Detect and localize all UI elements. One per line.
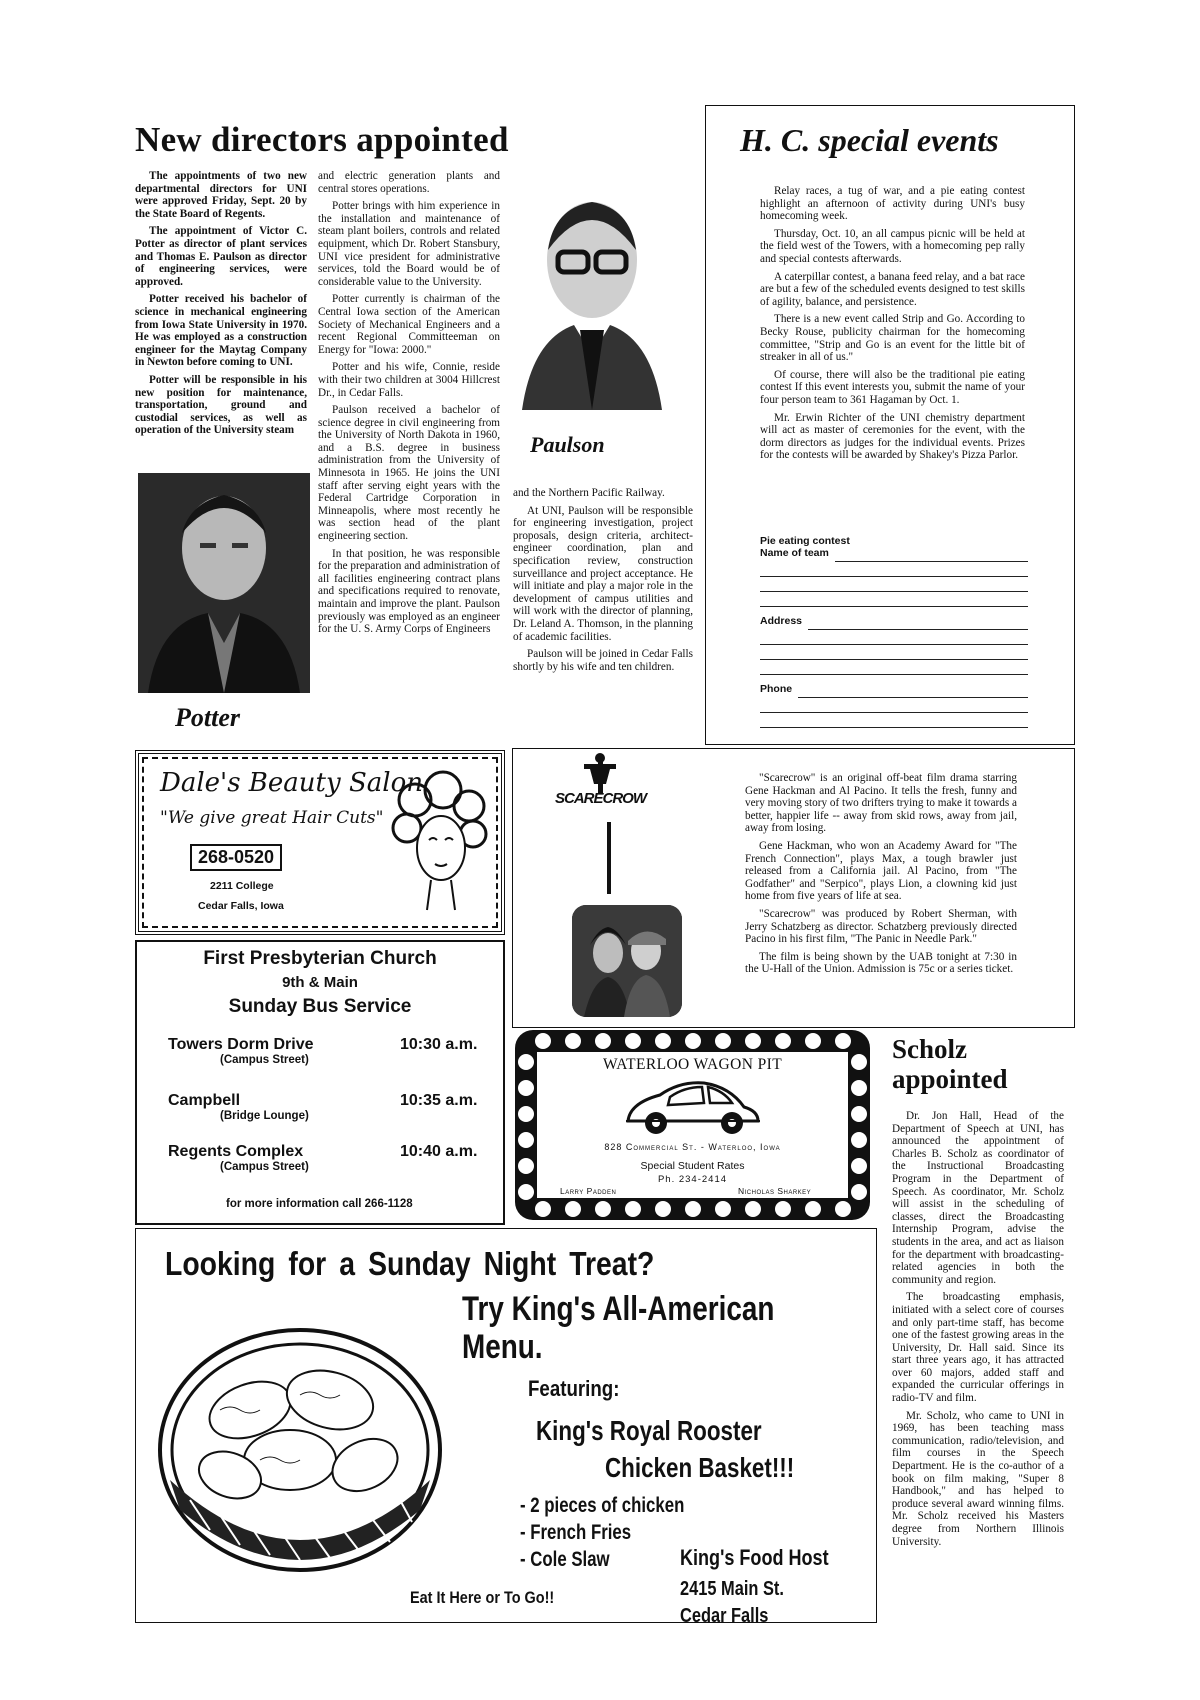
address-label: Address: [760, 615, 803, 627]
team-label: Name of team: [760, 547, 829, 559]
paragraph: Relay races, a tug of war, and a pie eating contest highlight an afternoon of activity during UNI's busy homecoming week.: [760, 185, 1025, 223]
border-dot: [565, 1201, 581, 1217]
border-dot: [775, 1201, 791, 1217]
border-dot: [535, 1201, 551, 1217]
phone-label: Phone: [760, 683, 793, 695]
church-title: First Presbyterian Church: [203, 948, 437, 969]
scarecrow-still: [572, 905, 682, 1017]
stop-sub: (Bridge Lounge): [220, 1110, 309, 1122]
border-dot: [851, 1080, 867, 1096]
kings-subhead: [462, 1290, 806, 1366]
border-dot: [625, 1201, 641, 1217]
address-field-line[interactable]: [760, 630, 1028, 645]
border-dot: [518, 1106, 534, 1122]
bus-stop-3: [168, 1143, 488, 1173]
border-dot: [625, 1033, 641, 1049]
paulson-caption: Paulson: [530, 432, 605, 457]
paragraph: and electric generation plants and central stores operations.: [318, 170, 500, 195]
border-dot: [805, 1033, 821, 1049]
stop-name: Towers Dorm Drive: [168, 1036, 314, 1053]
phone-field[interactable]: [798, 683, 1028, 698]
paragraph: Mr. Scholz, who came to UNI in 1969, has been teaching mass communication, radio/television, and film courses in the Speech Department. He is the co-author of a book on film making, "Super 8 Handbook," and has helped to produce several award winning films. Mr. Scholz received his Masters degree from Northern Illinois University.: [892, 1409, 1064, 1548]
paragraph: Potter received his bachelor of science in mechanical engineering from Iowa State University in 1970. He was employed as a construction engineer for the Maytag Company in Newton before coming to UNI.: [135, 293, 307, 369]
stop-time: 10:30 a.m.: [400, 1036, 478, 1053]
border-dot: [835, 1201, 851, 1217]
paragraph: Potter currently is chairman of the Central Iowa section of the American Society of Mechanical Engineers and a recent Regional Committeeman on Energy for "Iowa: 2000.": [318, 293, 500, 356]
kings-eat-here: Eat It Here or To Go!!: [410, 1588, 555, 1607]
paragraph: There is a new event called Strip and Go. According to Becky Rouse, publicity chairman for the homecoming committee, "Strip and Go is an event for the little bit of streaker in all of us.": [760, 313, 1025, 364]
border-dot: [851, 1184, 867, 1200]
kings-headline: Looking for a Sunday Night Treat?: [165, 1245, 655, 1282]
border-dot: [851, 1158, 867, 1174]
paragraph: At UNI, Paulson will be responsible for engineering investigation, project proposals, design criteria, architect-engineer coordination, plan and specification review, construction surveillance and project acceptance. He will initiate and play a major role in the development of campus utilities and will work with the director of planning, Dr. Leland A. Thomson, in the planning of academic facilities.: [513, 504, 693, 643]
paragraph: and the Northern Pacific Railway.: [513, 487, 665, 499]
border-dot: [518, 1054, 534, 1070]
team-field-line[interactable]: [760, 562, 1028, 577]
salon-street: 2211 College: [210, 880, 274, 892]
border-dot: [685, 1201, 701, 1217]
wagon-pit-title: WATERLOO WAGON PIT: [602, 1056, 783, 1073]
kings-menu-list: [520, 1492, 684, 1573]
wagon-pit-address: 828 Commercial St. - Waterloo, Iowa: [604, 1142, 781, 1152]
border-dot: [835, 1033, 851, 1049]
paragraph: Potter brings with him experience in the installation and maintenance of steam plant boilers, controls and related equipment, which Dr. Robert Stansbury, UNI vice president for administrative services, told the Board would be of considerable value to the University.: [318, 200, 500, 288]
salon-name: Dale's Beauty Salon: [160, 768, 423, 798]
phone-field-line[interactable]: [760, 713, 1028, 728]
border-dot: [715, 1201, 731, 1217]
stop-sub: (Campus Street): [220, 1161, 309, 1173]
border-dot: [745, 1033, 761, 1049]
kings-store-name: King's Food Host: [680, 1545, 829, 1570]
border-dot: [518, 1132, 534, 1148]
kings-featuring: Featuring:: [528, 1376, 620, 1401]
hc-events-body: [760, 185, 1025, 467]
team-field-line[interactable]: [760, 577, 1028, 592]
border-dot: [851, 1106, 867, 1122]
bus-stop-1: [168, 1036, 488, 1066]
border-dot: [805, 1201, 821, 1217]
scholz-headline: [892, 1034, 1072, 1094]
church-address: 9th & Main: [282, 974, 358, 991]
beetle-car-icon: [620, 1075, 765, 1142]
paragraph: Paulson received a bachelor of science degree in civil engineering from the University of North Dakota in 1960, and a B.S. degree in business administration from the University of Minnesota in 1965. He joins the UNI staff after serving eight years with the Federal Cartridge Corporation in Minneapolis, where most recently he was section head of the plant engineering section.: [318, 404, 500, 543]
paragraph: In that position, he was responsible for the preparation and administration of all facilities engineering contract plans and specifications required to renovate, maintain and improve the plant. Paulson previously was employed as an engineer for the U. S. Army Corps of Engineers: [318, 547, 500, 636]
wagon-pit-rates: Special Student Rates: [640, 1160, 745, 1172]
paragraph: Thursday, Oct. 10, an all campus picnic will be held at the field west of the Towers, with a homecoming pep rally and special contests afterwards.: [760, 227, 1025, 265]
kings-item-basket: Chicken Basket!!!: [605, 1452, 795, 1483]
border-dot: [565, 1033, 581, 1049]
stop-time: 10:40 a.m.: [400, 1143, 478, 1160]
paragraph: Potter will be responsible in his new position for maintenance, transportation, ground and custodial services, as well as operation of the University steam: [135, 373, 307, 437]
border-dot: [851, 1132, 867, 1148]
paragraph: Of course, there will also be the traditional pie eating contest If this event interests you, submit the name of your four person team to 361 Hagaman by Oct. 1.: [760, 368, 1025, 406]
salon-woman-illustration: [385, 770, 490, 925]
form-title: Pie eating contest: [760, 535, 850, 547]
directors-headline: New directors appointed: [135, 120, 509, 159]
border-dot: [775, 1033, 791, 1049]
border-dot: [535, 1033, 551, 1049]
directors-column-1: [135, 170, 307, 442]
paragraph: Gene Hackman, who won an Academy Award for "The French Connection", plays Max, a tough brawler just released from a California jail. Al Pacino, from "The Godfather" and "Serpico", plays Lion, a clowning kid just home from five years of life at sea.: [745, 839, 1017, 903]
scarecrow-divider: [607, 822, 611, 894]
paragraph: The appointments of two new departmental directors for UNI were approved Friday, Sept. 20 by the State Board of Regents.: [135, 170, 307, 220]
kings-subhead-text: Try King's All-American Menu.: [462, 1290, 775, 1366]
menu-item: - French Fries: [520, 1521, 632, 1544]
paragraph: A caterpillar contest, a banana feed relay, and a bat race are but a few of the scheduled events designed to test skills of agility, balance, and persistence.: [760, 270, 1025, 308]
team-field[interactable]: [835, 547, 1028, 562]
bus-stop-2: [168, 1092, 488, 1122]
border-dot: [655, 1201, 671, 1217]
salon-city: Cedar Falls, Iowa: [198, 900, 284, 912]
border-dot: [518, 1080, 534, 1096]
salon-phone: 268-0520: [190, 844, 282, 871]
scholz-headline-text: Scholz appointed: [892, 1034, 1008, 1094]
kings-store-street: 2415 Main St.: [680, 1578, 784, 1600]
paragraph: The broadcasting emphasis, initiated with a select core of courses and only part-time staff, has become one of the fastest growing areas in the University, Dr. Hall said. Since its start three years ago, it has attracted over 60 majors, added staff and expanded the curricular offerings in radio-TV and film.: [892, 1291, 1064, 1405]
potter-caption: Potter: [175, 703, 240, 732]
kings-store-city: Cedar Falls: [680, 1605, 769, 1627]
stop-sub: (Campus Street): [220, 1054, 309, 1066]
church-service: Sunday Bus Service: [228, 996, 412, 1017]
paragraph: "Scarecrow" was produced by Robert Sherman, with Jerry Schatzberg as director. Schatzberg previously directed Pacino in his first film, "The Panic in Needle Park.": [745, 907, 1017, 946]
paragraph: Potter and his wife, Connie, reside with their two children at 3004 Hillcrest Dr., in Cedar Falls.: [318, 361, 500, 399]
border-dot: [685, 1033, 701, 1049]
paragraph: Mr. Erwin Richter of the UNI chemistry department will act as master of ceremonies for the event, with the dorm directors as judges for the individual events. Prizes for the contests will be awarded by Shakey's Pizza Parlor.: [760, 411, 1025, 462]
menu-item: - Cole Slaw: [520, 1548, 610, 1571]
stop-name: Campbell: [168, 1092, 241, 1109]
paulson-photo: [512, 180, 672, 410]
paragraph: The film is being shown by the UAB tonight at 7:30 in the U-Hall of the Union. Admission is 75c or a series ticket.: [745, 950, 1017, 976]
border-dot: [595, 1201, 611, 1217]
scholz-body: [892, 1110, 1064, 1553]
directors-column-3: [513, 487, 693, 678]
stop-time: 10:35 a.m.: [400, 1092, 478, 1109]
border-dot: [851, 1054, 867, 1070]
paragraph: Dr. Jon Hall, Head of the Department of Speech at UNI, has announced the appointment of Charles B. Scholz as coordinator of the Instructional Broadcasting Program in the Department of Speech. As coordinator, Mr. Scholz will assist in the scheduling of classes, direct the Broadcasting Internship Program, advise the students in the area, and act as liaison for the department with broadcasting-related agencies in both the community and region.: [892, 1110, 1064, 1286]
phone-field-line[interactable]: [760, 698, 1028, 713]
paragraph: "Scarecrow" is an original off-beat film drama starring Gene Hackman and Al Pacino. It tells the fresh, funny and very moving story of two drifters trying to make it towards a better, happier life -- away from skid rows, away from jail, away from losing.: [745, 772, 1017, 835]
paragraph: Paulson will be joined in Cedar Falls shortly by his wife and ten children.: [513, 648, 693, 673]
church-info: for more information call 266-1128: [226, 1198, 413, 1210]
hc-events-headline: H. C. special events: [740, 122, 999, 158]
salon-slogan: "We give great Hair Cuts": [160, 808, 384, 828]
address-field-line[interactable]: [760, 660, 1028, 675]
directors-column-2: [318, 170, 500, 641]
wagon-pit-owner-right: Nicholas Sharkey: [738, 1186, 812, 1196]
kings-item-rooster: King's Royal Rooster: [536, 1415, 762, 1446]
border-dot: [518, 1184, 534, 1200]
wagon-pit-phone: Ph. 234-2414: [657, 1174, 728, 1185]
address-field-line[interactable]: [760, 645, 1028, 660]
team-field-line[interactable]: [760, 592, 1028, 607]
border-dot: [518, 1158, 534, 1174]
border-dot: [595, 1033, 611, 1049]
pie-entry-form: [760, 535, 1028, 728]
potter-photo: [138, 473, 310, 693]
border-dot: [655, 1033, 671, 1049]
paragraph: The appointment of Victor C. Potter as director of plant services and Thomas E. Paulson as director of engineering services, were approved.: [135, 225, 307, 288]
scarecrow-logo: SCARECROW: [555, 790, 646, 807]
wagon-pit-owner-left: Larry Padden: [560, 1186, 617, 1196]
chicken-basket-illustration: [150, 1300, 450, 1605]
scarecrow-body: [745, 772, 1017, 981]
stop-name: Regents Complex: [168, 1143, 304, 1160]
border-dot: [745, 1201, 761, 1217]
border-dot: [715, 1033, 731, 1049]
menu-item: - 2 pieces of chicken: [520, 1494, 685, 1517]
address-field[interactable]: [808, 615, 1028, 630]
